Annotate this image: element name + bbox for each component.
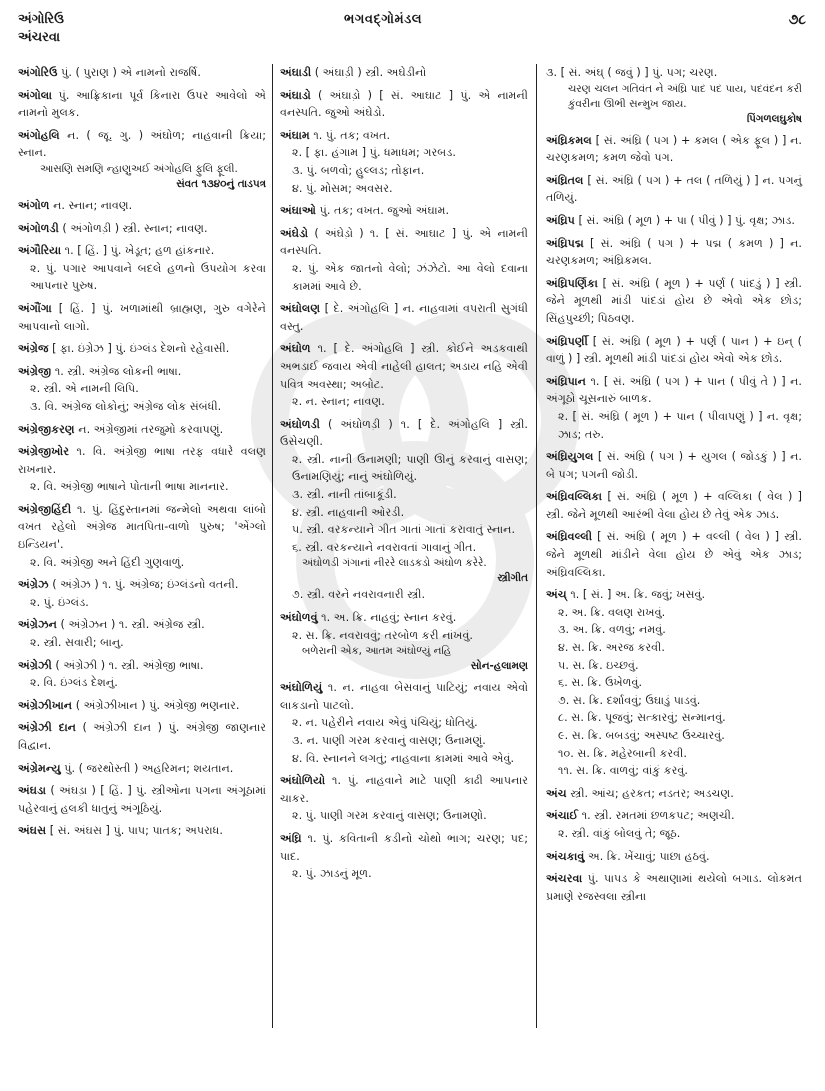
entry-headword: અંઘ્રિ [280,831,302,845]
entry-definition: [ સં. અંઘ્રિ ( મૂળ ) + વલ્લિકા ( વેલ ) ] સ્ત્રી. જેને મૂળથી આરંભી વેલા હોય છે તેવું એક ઝાડ. [546,490,802,521]
entry-headword: અંગૌરિયા [18,244,62,258]
entry-headword: અંચાઈ [546,809,579,823]
entry-definition: ( અંગ્રેઝી દાન ) પું. અંગ્રેજી જાણનાર વિદ્વાન. [18,721,266,752]
entry-quotation: બળેરાની એક, આતમ અંઘોળ્યું નહિ [302,645,452,658]
dictionary-entry [280,87,528,122]
dictionary-entry [546,488,802,523]
entry-sense: ૨. સ્ત્રી. એ નામની લિપિ. [30,382,139,396]
entry-sense: ૨. સ્ત્રી. સવારી; બાનુ. [30,636,124,650]
dictionary-entry [18,657,266,692]
entry-definition: ( અંઘાડ઼ો ) [ સં. આઘાટ ] પું. એ નામની વનસ્પતિ. જુઓ અંઘેડો. [280,88,528,120]
dictionary-entry [546,373,802,443]
entry-definition: [ સં. અંઘ્રિ ( મૂળ ) + પર્ણ ( પાન ) + ઇન્ ( વાળું ) ] સ્ત્રી. મૂળથી માંડી પાંદડાં હોય એવો એક છોડ. [546,334,802,366]
entry-headword: અંઘડા [18,784,46,798]
entry-headword: અંઘ્રિતલ [546,173,584,187]
entry-definition: ૧. સ્ત્રી. રમતમાં છળકપટ; અણચી. [581,809,735,823]
dictionary-entry [280,679,528,767]
entry-headword: અંઘોળડી [280,417,320,431]
dictionary-entry [280,202,528,220]
column-divider [272,64,273,1028]
entry-definition: ( અંઘોળડ઼ી ) ૧. [ દે. અંગોહલિ ] સ્ત્રી. ઉસેચણી. [280,417,528,449]
first-headword: અંગોરિઉ [18,12,64,27]
entry-definition: ૧. વિ. અંગ્રેજી ભાષા તરફ વધારે વલણ રાખનાર. [18,445,266,476]
entry-sense: ૨. પું. એક જાતનો વેલો; ઝંઝેટો. આ વેલો દવાના કામમાં આવે છે. [292,261,528,293]
entry-definition: ૧. સ્ત્રી. અંગ્રેજ લોકની ભાષા. [54,364,182,378]
entry-sense: ૬. સ્ત્રી. વરકન્યાને નવરાવતાં ગાવાનું ગીત. [292,540,477,554]
entry-headword: અંગોરિઉ [18,66,58,79]
entry-sense: ૨. પું. ઝાડનું મૂળ. [292,867,372,881]
dictionary-entry [546,870,802,905]
dictionary-title: ભગવદ્ગોમંડલ [344,12,423,27]
entry-sense: ૩. અ. ક્રિ. વળવું; નમવું. [558,623,666,637]
dictionary-entry [18,697,266,715]
dictionary-entry [546,212,802,230]
entry-sense: ૪. સ. ક્રિ. અરજ કરવી. [558,641,665,655]
quotation-source: સંવત ૧૩૪૦નું તાડપત્ર [176,177,266,190]
entry-definition: અ. ક્રિ. ખેંચાવું; પાછા હઠવું. [587,849,710,863]
entry-sense: ૨. [ સં. અંઘ્રિ ( મૂળ ) + પાન ( પીવાપણું ) ] ન. વૃક્ષ; ઝાડ; તરુ. [558,409,802,441]
dictionary-entry [18,421,266,439]
entry-definition: [ ફા. ઇંગ્રેઝ ] પું. ઇંગ્લંડ દેશનો રહેવાસી. [52,342,230,356]
dictionary-entry [546,586,802,780]
entry-definition: ૧. [ હિં. ] પું. ખેડૂત; હળ હાંકનાર. [64,244,215,258]
entry-headword: અંગ્રેઝ [18,578,49,592]
entry-headword: અંઘાઓ [280,204,317,218]
entry-sense: ૫. સ. ક્રિ. ઇચ્છવું. [558,658,639,672]
entry-sense: ૨. વિ. અંગ્રેજી અને હિંદી ગુણવાળું. [30,555,185,569]
entry-headword: અંગ્રેજીહિંદી [18,502,72,516]
dictionary-entry [18,197,266,215]
dictionary-entry [18,501,266,571]
entry-sense: ૨. પું. ઇંગ્લંડ. [30,595,89,609]
entry-definition: ( અંગ્રેઝ ) ૧. પું. અંગ્રેજ; ઇંગ્લંડનો વતની. [52,578,239,592]
entry-definition: ન. ( જૂ. ગુ. ) અંઘોળ; નાહવાની ક્રિયા; સ્નાન. [18,128,267,160]
dictionary-entry [280,340,528,410]
entry-definition: ન. સ્નાન; નાવણ. [53,198,133,212]
entry-definition: [ સં. અંઘસ ] પું. પાપ; પાતક; અપરાધ. [49,824,223,838]
entry-headword: અંઘેડો [280,226,309,240]
dictionary-entry [546,528,802,581]
entry-headword: અંઘ્રિયુગલ [546,450,594,464]
entry-headword: અંઘ્રિપદ્મ [546,236,584,250]
entry-definition: ૧. [ સં. ] અ. ક્રિ. જવું; ખસવું. [570,588,706,602]
dictionary-entry [280,830,528,883]
entry-definition: [ સં. અંઘ્રિ ( પગ ) + યુગલ ( જોડકું ) ] ન. બે પગ; પગની જોડી. [546,450,802,481]
dictionary-entry [18,443,266,496]
page-header [14,0,814,56]
entry-definition: [ સં. અંઘ્રિ ( પગ ) + પદ્મ ( કમળ ) ] ન. ચરણકમળ; અંઘ્રિકમલ. [546,236,802,268]
entry-headword: અંગોળ [18,198,50,212]
entry-definition: પું. ( પુરાણ ) એ નામનો રાજર્ષિ. [61,66,201,79]
entry-sense: ૫. સ્ત્રી. વરકન્યાને ગીત ગાતાં ગાતાં કરાવાતું સ્નાન. [292,523,516,537]
entry-definition: [ સં. અંઘ્રિ ( મૂળ ) + પર્ણ ( પાંદડું ) ] સ્ત્રી. જેને મૂળથી માંડી પાંદડાં હોય છે એવો એક છોડ; સિંહપુચ્છી; પિઠવણ. [546,276,802,325]
quotation-source: સોન-હલામણ [470,660,528,673]
entry-sense: ૨. પું. પાણી ગરમ કરવાનું વાસણ; ઉનામણો. [292,809,487,823]
dictionary-entry [18,242,266,295]
entry-headword: અંઘ્રિકમલ [546,133,592,147]
entry-definition: પું. આફ્રિકાના પૂર્વ કિનારા ઉપર આવેલો એ નામનો મુલક. [18,88,267,120]
dictionary-entry [18,576,266,611]
entry-quotation: અંઘોળડી ગંગાનાં નીરરે લાડકડો અંઘોળ કરેરે. [302,557,487,570]
entry-headword: અંગ્રેજીખોર [18,445,70,459]
entry-headword: અંઘાડો [280,88,311,102]
entry-headword: અંઘ્રિપર્ણી [546,334,588,348]
dictionary-entry [280,609,528,674]
entry-headword: અંઘ્રિપાન [546,374,586,388]
entry-quotation: ચરણ ચલન ગતિવંત ને અંઘ્રિ પાદ પદ પાય, પદવંદન કરી કુંવરીના ઊભી સન્મુખ જાય. [568,82,802,110]
entry-headword: અંઘ્રિવલ્લિકા [546,490,603,504]
entry-sense: ૯. સ. ક્રિ. બબડવું; અસ્પષ્ટ ઉચ્ચારવું. [558,729,725,742]
entry-sense: ૩. સ્ત્રી. નાની તાંબાકૂંડી. [292,488,397,502]
entry-definition: ( અંગ્રેઝી ) ૧. સ્ત્રી. અંગ્રેજી ભાષા. [55,658,204,672]
entry-definition: ૧. પું. હિંદુસ્તાનમાં જન્મેલો અથવા લાંબો વખત રહેલો અંગ્રેજ માતપિતા-વાળો પુરુષ; 'એંગ્લો ઇન્ડિયન'. [18,502,266,552]
entry-sense: ૩. ન. પાણી ગરમ કરવાનું વાસણ; ઉનામણું. [292,734,486,747]
dictionary-entry [18,616,266,651]
last-headword: અંચરવા [18,30,61,45]
entry-definition: ૩. [ સં. અંઘ્ ( જવું ) ] પું. પગ; ચરણ. [546,66,718,79]
entry-definition: ૧. પું. કવિતાની કડીનો ચોથો ભાગ; ચરણ; પદ; પાદ. [280,831,528,863]
entry-definition: ૧. પું. તક; વખત. [313,128,391,142]
entry-headword: અંઘ્રિપર્ણિકા [546,276,598,290]
dictionary-entry [18,87,266,122]
entry-definition: પું. તક; વખત. જુઓ અંઘામ. [319,204,450,218]
entry-headword: અંગોહલિ [18,128,60,142]
dictionary-entry [280,127,528,197]
entry-headword: અંઘોળિયો [280,774,326,788]
entry-sense: ૮. સ. ક્રિ. પૂજવું; સત્કારવું; સન્માનવું. [558,711,726,725]
dictionary-entry [546,785,802,803]
entry-definition: [ હિં. ] પું. ખળામાંથી બ્રાહ્મણ, ગુરુ વગેરેને આપવાનો લાગો. [18,301,267,333]
entry-headword: અંચરવા [546,872,583,886]
entry-sense: ૨. વિ. ઇંગ્લંડ દેશનું. [30,676,118,690]
entry-sense: ૨. સ્ત્રી. વાંકું બોલવું તે; જૂઠ. [558,826,681,840]
dictionary-entry [546,235,802,270]
page-number: ૭૮ [788,12,806,28]
entry-headword: અંગ્રેજીકરણ [18,422,75,436]
entry-headword: અંગ્રેઝીખાન [18,698,73,712]
entry-headword: અંગોલા [18,88,52,102]
dictionary-entry [18,220,266,238]
dictionary-entry [18,64,266,82]
entry-sense: ૨. વિ. અંગ્રેજી ભાષાને પોતાની ભાષા માનનાર. [30,480,229,494]
entry-definition: ૧. અ. ક્રિ. નાહવું; સ્નાન કરવું. [321,611,457,625]
entry-definition: ( અંગ્રેઝીખાન ) પું. અંગ્રેજી ભણનાર. [75,698,240,712]
entry-quotation: આસણિ સમણિ ન્હાણુઅઈ અંગોહલિ ફુલિ ફૂલી. [40,162,238,175]
entry-definition: [ દે. અંગોહલિ ] ન. નાહવામાં વપરાતી સુગંધી વસ્તુ. [280,302,528,333]
entry-sense: ૪. વિ. સ્નાનને લગતું; નાહવાના કામમાં આવે એવું. [292,751,515,765]
dictionary-entry [280,300,528,335]
entry-definition: ૧. ન. નાહવા બેસવાનું પાટિયું; નવાય એવો લાકડાનો પાટલો. [280,681,528,712]
dictionary-entry [546,448,802,483]
quotation-source: સ્ત્રીગીત [497,572,528,585]
dictionary-entry [18,300,266,335]
entry-headword: અંઘામ [280,128,310,142]
entry-headword: અંચકાવું [546,849,585,863]
column-divider [536,64,537,1028]
entry-definition: ૧. પું. નાહવાને માટે પાણી કાઢી આપનાર ચાકર. [280,774,528,805]
dictionary-entry [18,340,266,358]
entry-headword: અંચ [546,786,567,800]
dictionary-entry [18,822,266,840]
entry-headword: અંગ્રેજ [18,342,49,356]
entry-definition: ૧. [ દે. અંગોહલિ ] સ્ત્રી. કોઈને અડકવાથી અભડાઈ જવાય એવી નાહેલી હાલત; અડાય નહિ એવી પવિત્ર અવસ્થા; અબોટ. [280,342,528,391]
dictionary-entry [18,782,266,817]
entry-sense: ૩. વિ. અંગ્રેજ લોકોનું; અંગ્રેજ લોક સંબંધી. [30,399,222,413]
entry-headword: અંગ્રેમન્યુ [18,761,61,775]
entry-sense: ૭. સ્ત્રી. વરને નવરાવનારી સ્ત્રી. [292,588,426,602]
entry-sense: ૨. [ ફા. હંગામ ] પું. ધમાધમ; ગરબડ. [292,146,456,160]
entry-definition: પું. પાપડ કે અથાણામાં થયેલો બગાડ. લોકમત પ્રમાણે રજસ્વલા સ્ત્રીના [546,872,802,903]
entry-definition: ( અંઘેડ઼ો ) ૧. [ સં. આઘાટ ] પું. એ નામની વનસ્પતિ. [280,226,528,258]
entry-headword: અંગૌંગા [18,301,52,315]
entry-definition: ન. અંગ્રેજીમાં તરજુમો કરવાપણું. [78,422,224,436]
entry-headword: અંગ્રેઝન [18,618,57,632]
dictionary-entry [546,64,802,127]
entry-headword: અંઘોલણ [280,302,321,316]
dictionary-entry [18,127,266,192]
entry-sense: ૨. સ્ત્રી. નાની ઉનામણી; પાણી ઊનું કરવાનું વાસણ; ઉનામણિયું; નાનું અંઘોળિયું. [292,452,528,484]
entry-headword: અંઘ્રિપ [546,213,575,227]
entry-definition: [ સં. અંઘ્રિ ( પગ ) + કમલ ( એક ફૂલ ) ] ન. ચરણકમળ; કમળ જેવો પગ. [546,133,802,165]
entry-sense: ૪. પું. મોસમ; અવસર. [292,181,393,195]
entry-headword: અંઘસ [18,824,47,838]
entry-sense: ૧૧. સ. ક્રિ. વાળવું; વાંકું કરવું. [558,764,688,778]
entry-headword: અંઘોળિયું [280,681,323,695]
column-middle [280,64,528,888]
column-right [546,64,802,910]
dictionary-entry [546,807,802,842]
entry-headword: અંગ્રેઝી દાન [18,721,77,735]
entry-sense: ૨. સ. ક્રિ. નવરાવવું; તરબોળ કરી નાંખવું. [292,628,473,642]
entry-sense: ૨. ન. સ્નાન; નાવણ. [292,395,385,409]
entry-definition: [ સં. અંઘ્રિ ( મૂળ ) + વલ્લી ( વેલ ) ] સ્ત્રી. જેને મૂળથી માંડીને વેલા હોય છે એવું એક ઝાડ; અંઘ્રિવલ્લિકા. [546,530,802,579]
entry-sense: ૧૦. સ. ક્રિ. મહેરબાની કરવી. [558,746,687,760]
entry-sense: ૩. પું. બળવો; હુલ્લડ; તોફાન. [292,163,425,177]
entry-definition: ( અંગોળડ઼ી ) સ્ત્રી. સ્નાન; નાવણ. [62,221,208,235]
entry-headword: અંઘોળ [280,342,311,356]
entry-definition: ( અંઘડ઼ા ) [ હિં. ] પું. સ્ત્રીઓના પગના અંગૂઠામાં પહેરવાનું હલકી ધાતુનું અંગૂઠિયું. [18,784,267,815]
dictionary-entry [546,172,802,207]
entry-sense: ૬. સ. ક્રિ. ઉખેળવું. [558,676,642,690]
dictionary-entry [280,64,528,82]
entry-definition: પું. ( જરથોસ્તી ) અહરિમન; શયતાન. [64,761,234,775]
dictionary-entry [546,333,802,368]
dictionary-entry [546,275,802,328]
entry-definition: ૧. [ સં. અંઘ્રિ ( પગ ) + પાન ( પીવું તે ) ] ન. અંગૂઠો ચૂસનારું બાળક. [546,374,802,406]
column-left [18,64,266,845]
entry-sense: ૨. પું. પગાર આપવાને બદલે હળનો ઉપયોગ કરવા આપનાર પુરુષ. [30,261,266,293]
entry-sense: ૨. અ. ક્રિ. વલણ રાખવું. [558,605,666,619]
entry-sense: ૭. સ. ક્રિ. દર્શાવવું; ઉઘાડું પાડવું. [558,693,701,707]
entry-definition: [ સં. અંઘ્રિ ( મૂળ ) + પા ( પીવું ) ] પું. વૃક્ષ; ઝાડ. [578,213,795,227]
entry-headword: અંઘાડી [280,66,312,79]
entry-headword: અંઘ્રિવલ્લી [546,530,593,544]
entry-definition: સ્ત્રી. આંચ; હરકત; નડતર; અડચણ. [570,786,734,800]
dictionary-entry [546,132,802,167]
entry-headword: અંગ્રેઝી [18,658,52,672]
dictionary-entry [18,719,266,754]
entry-sense: ૪. સ્ત્રી. નાહવાની ઓરડી. [292,505,405,519]
entry-definition: ( અંઘાડ઼ી ) સ્ત્રી. અઘેડીનો [314,66,427,79]
dictionary-entry [18,760,266,778]
dictionary-entry [18,363,266,416]
entry-definition: [ સં. અંઘ્રિ ( પગ ) + તલ ( તળિયું ) ] ન. પગનું તળિયું. [546,173,802,205]
entry-headword: અંચ્ [546,588,567,602]
dictionary-entry [280,416,528,604]
quotation-source: પિંગળલઘુકોષ [746,112,802,125]
entry-headword: અંગોળડી [18,221,59,235]
entry-definition: ( અંગ્રેઝન ) ૧. સ્ત્રી. અંગ્રેજ સ્ત્રી. [60,618,205,632]
entry-headword: અંગ્રેજી [18,364,52,378]
entry-headword: અંઘોળવું [280,611,318,625]
dictionary-entry [546,848,802,866]
entry-sense: ૨. ન. પહેરીને નવાય એવું પંચિયું; ધોતિયું. [292,716,478,730]
dictionary-entry [280,772,528,825]
dictionary-entry [280,225,528,295]
